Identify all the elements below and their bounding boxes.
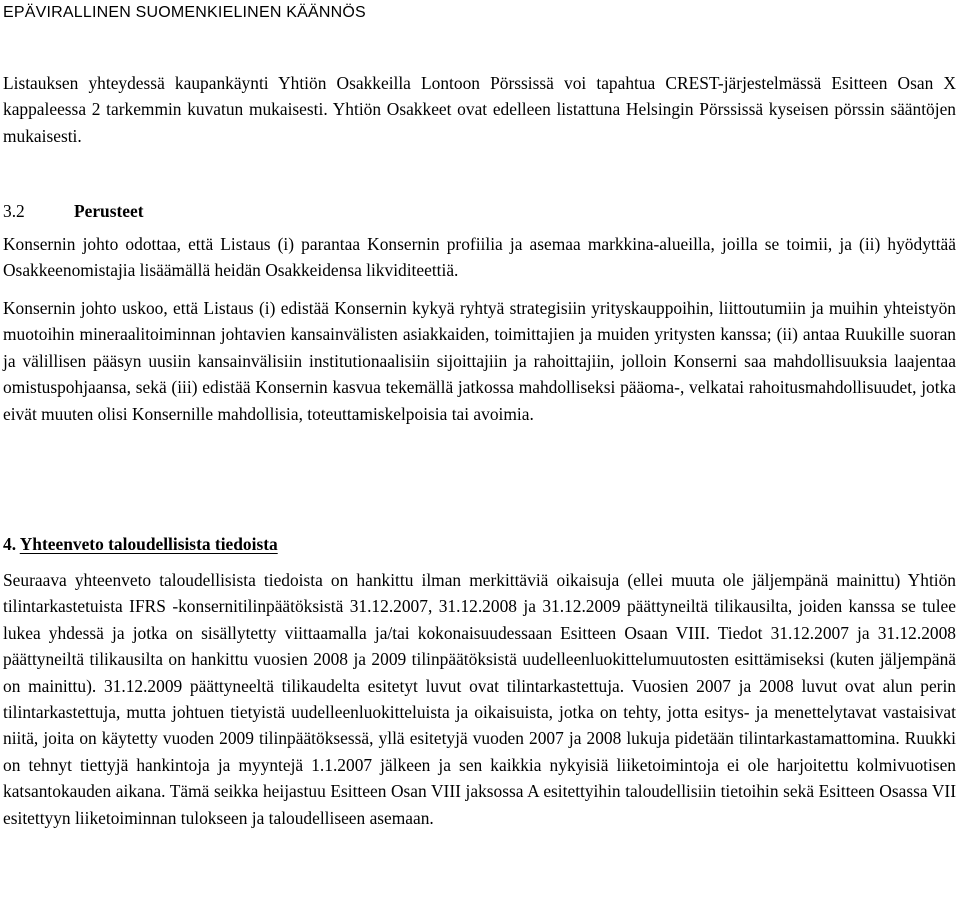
section-4-paragraph: Seuraava yhteenveto taloudellisista tiedoista on hankittu ilman merkittäviä oikaisuja (ellei muuta ole jäljempänä mainittu) Yhtiön tilintarkastetuista IFRS -konsernitilinpäätöksistä 31.12.2007, 31.12.2008 ja 31.12.2009 päättyneiltä tilikausilta, joiden kanssa se tulee lukea yhdessä ja jotka on sisällytetty viittaamalla ja/tai kokonaisuudessaan Esitteen Osaan VIII. Tiedot 31.12.2007 ja 31.12.2008 päättyneiltä tilikausilta on hankittu vuosien 2008 ja 2009 tilinpäätöksistä uudelleenluokittelumuutosten esittämiseksi (kuten jäljempänä on mainittu). 31.12.2009 päättyneeltä tilikaudelta esitetyt luvut ovat tilintarkastettuja. Vuosien 2007 ja 2008 luvut ovat alun perin tilintarkastettuja, mutta johtuen tietyistä uudelleenluokitteluista ja oikaisuista, jotka on tehty, jotta esitys- ja menettelytavat vastaisivat niitä, joita on käytetty vuoden 2009 tilinpäätöksessä, yllä esitetyjä vuoden 2007 ja 2008 lukuja pidetään tilintarkastamattomina. Ruukki on tehnyt tiettyjä hankintoja ja myyntejä 1.1.2007 jälkeen ja sen kaikkia nykyisiä liiketoimintoja ei ole harjoitettu kolmivuotisen katsantokauden aikana. Tämä seikka heijastuu Esitteen Osan VIII jaksossa A esitettyihin taloudellisiin tietoihin sekä Esitteen Osassa VII esitettyyn liiketoiminnan tulokseen ja taloudelliseen asemaan. — [3, 570, 956, 828]
section-title: Perusteet — [74, 201, 144, 221]
chapter-heading-4 — [3, 531, 278, 557]
intro-paragraph: Listauksen yhteydessä kaupankäynti Yhtiön Osakkeilla Lontoon Pörssissä voi tapahtua CREST-järjestelmässä Esitteen Osan X kappaleessa 2 tarkemmin kuvatun mukaisesti. Yhtiön Osakkeet ovat edelleen listattuna Helsingin Pörssissä kyseisen pörssin sääntöjen mukaisesti. — [3, 73, 956, 146]
translation-notice: EPÄVIRALLINEN SUOMENKIELINEN KÄÄNNÖS — [3, 4, 366, 21]
section-3-2-paragraph-2: Konsernin johto uskoo, että Listaus (i) edistää Konsernin kykyä ryhtyä strategisiin yrityskauppoihin, liittoutumiin ja muihin yhteistyön muotoihin mineraalitoiminnan johtavien kansainvälisten asiakkaiden, toimittajien ja muiden yritysten kanssa; (ii) antaa Ruukille suoran ja välillisen pääsyn uusiin kansainvälisiin institutionaalisiin sijoittajiin ja rahoittajiin, jolloin Konserni saa mahdollisuuksia laajentaa omistuspohjaansa, sekä (iii) edistää Konsernin kasvua tekemällä jatkossa mahdolliseksi pääoma-, velkatai rahoitusmahdollisuudet, jotka eivät muuten olisi Konsernille mahdollisia, toteuttamiskelpoisia tai avoimia. — [3, 298, 956, 424]
section-number: 3.2 — [3, 201, 25, 221]
section-3-2-paragraph-1: Konsernin johto odottaa, että Listaus (i) parantaa Konsernin profiilia ja asemaa markkina-alueilla, joilla se toimii, ja (ii) hyödyttää Osakkeenomistajia lisäämällä heidän Osakkeidensa likviditeettiä. — [3, 234, 956, 281]
chapter-title: Yhteenveto taloudellisista tiedoista — [19, 534, 278, 554]
chapter-number: 4. — [3, 534, 17, 554]
section-heading-3-2 — [3, 198, 144, 224]
